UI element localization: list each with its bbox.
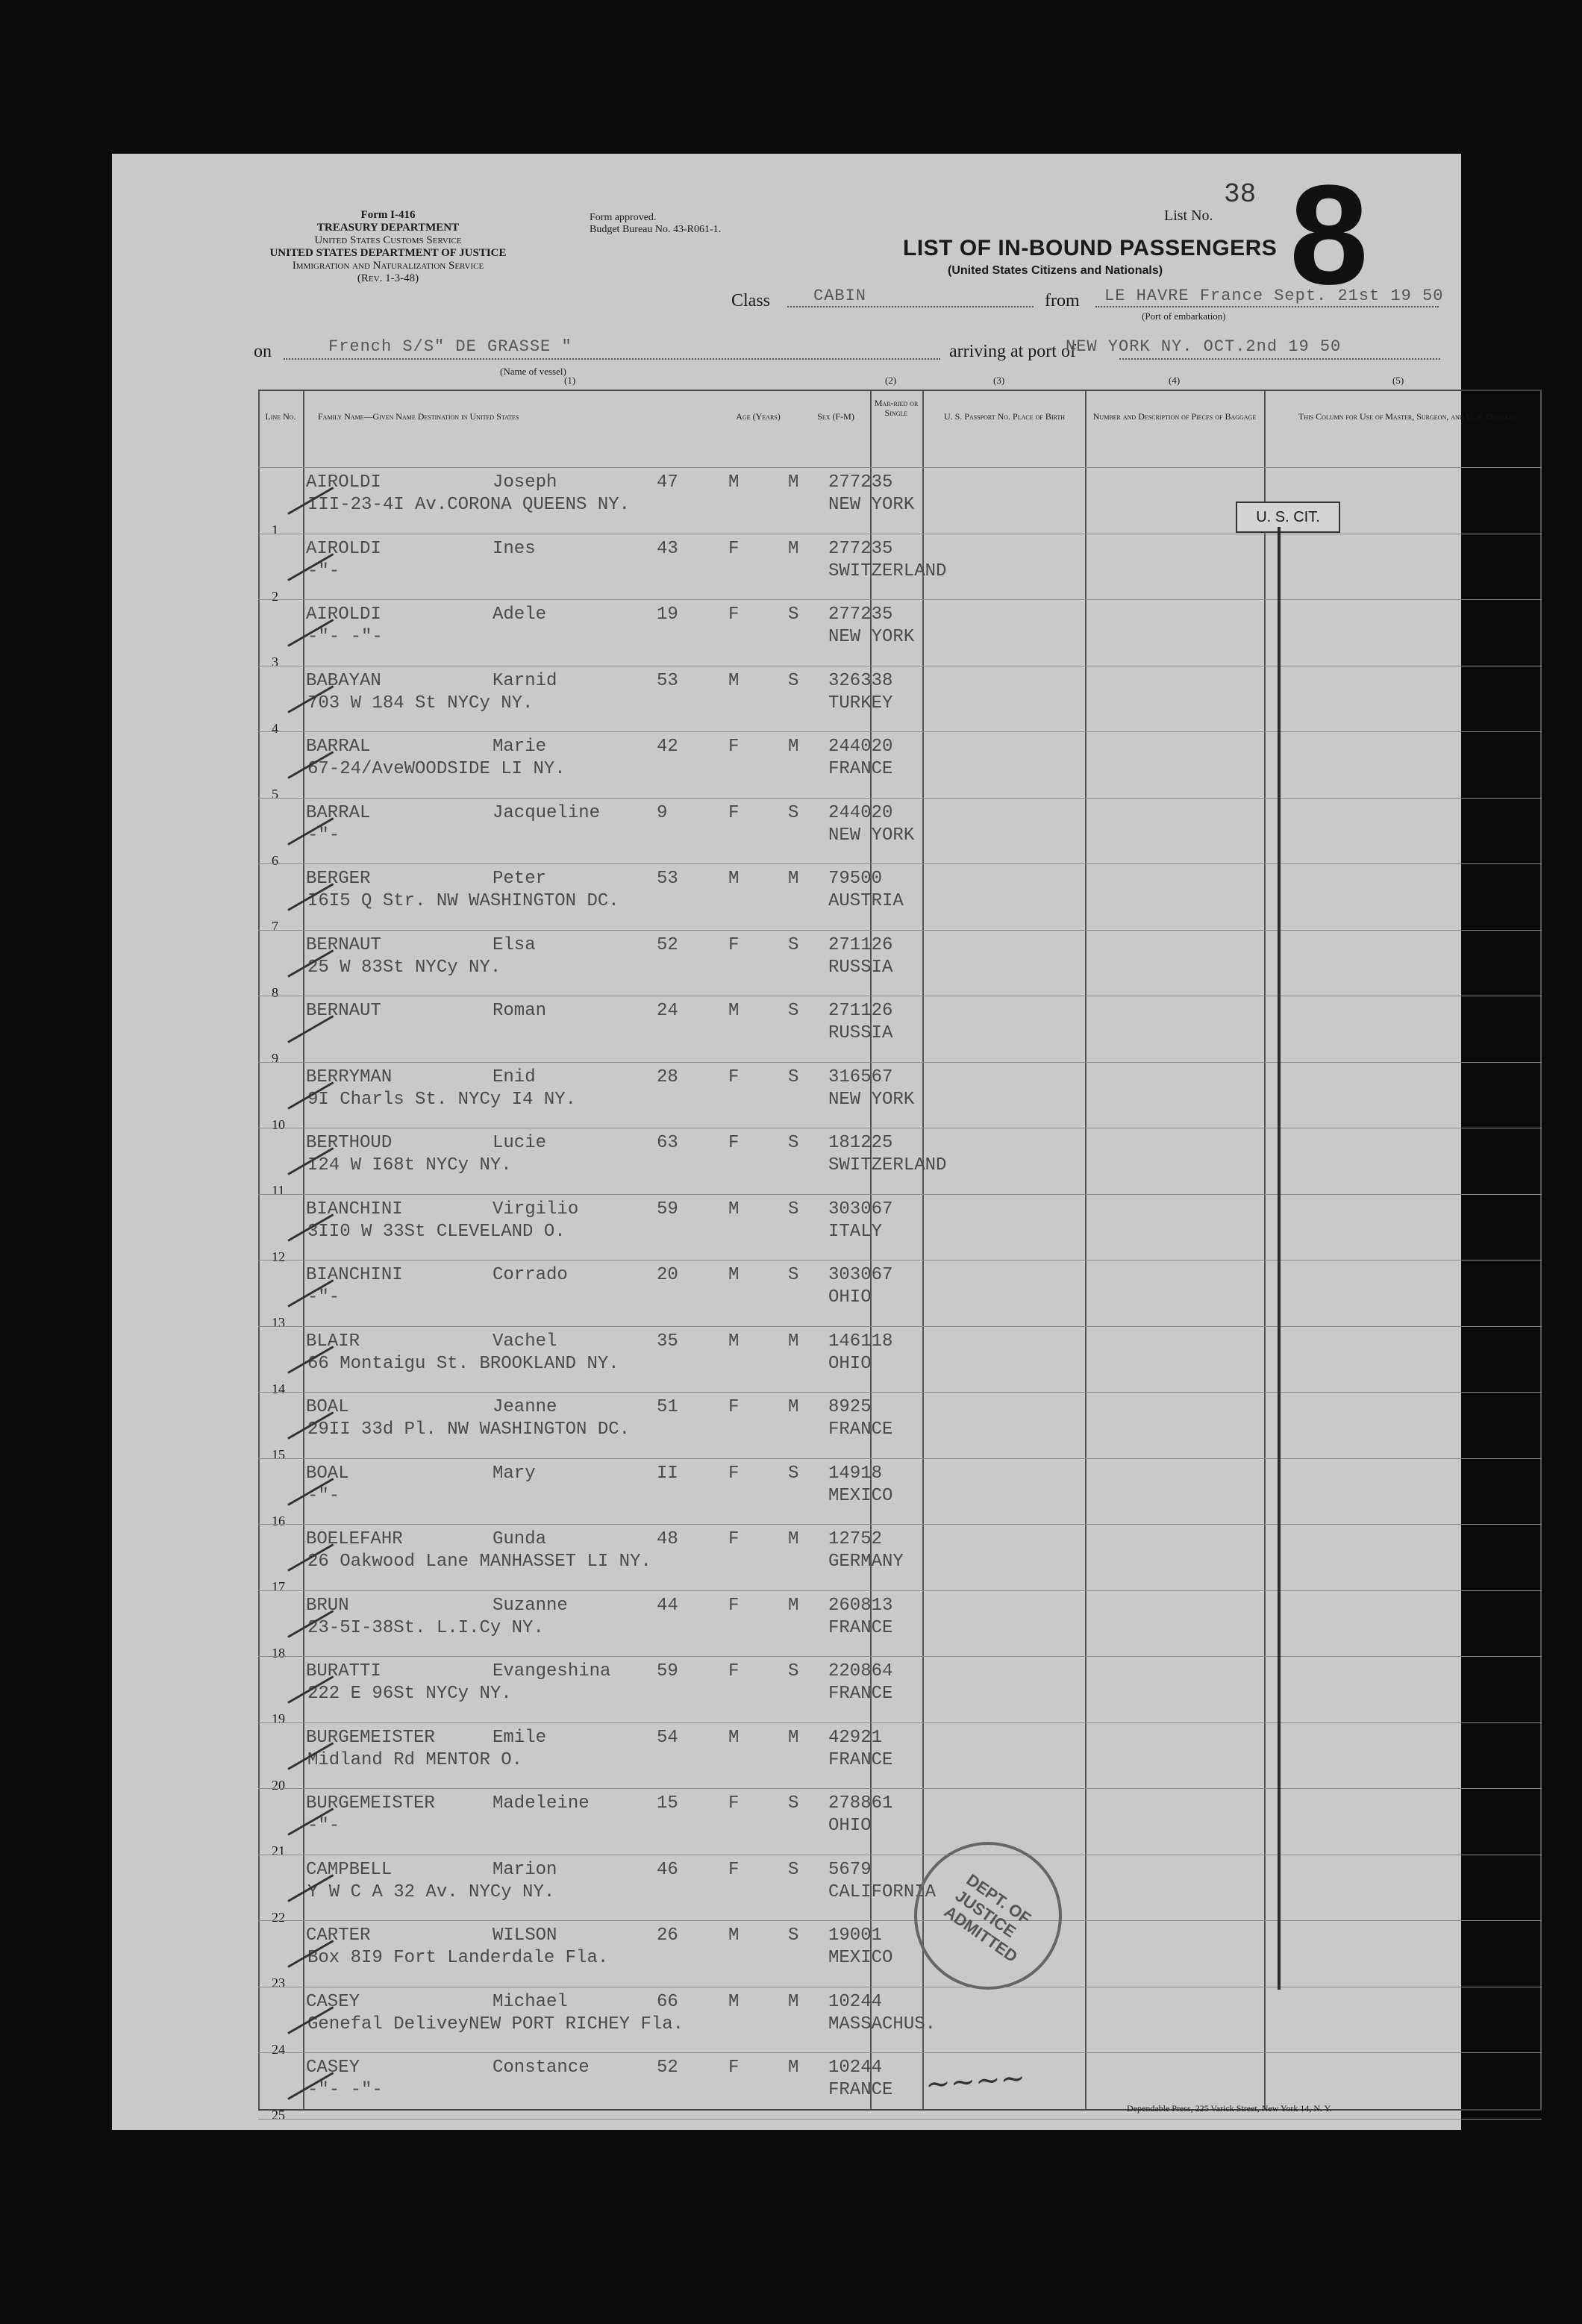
family-name: BOELEFAHR <box>306 1529 403 1549</box>
passport-no: 303067 <box>828 1199 893 1219</box>
sex: F <box>728 1595 740 1616</box>
vessel-name: French S/S" DE GRASSE " <box>328 337 572 356</box>
place-of-birth: NEW YORK <box>828 825 915 846</box>
vessel-caption: (Name of vessel) <box>500 366 566 377</box>
family-name: CAMPBELL <box>306 1859 393 1880</box>
passport-no: 8925 <box>828 1397 872 1417</box>
table-row <box>258 1062 1542 1132</box>
place-of-birth: FRANCE <box>828 1617 893 1638</box>
table-row <box>258 930 1542 1000</box>
sex: M <box>728 1001 740 1021</box>
age: 42 <box>657 737 678 757</box>
line-number: 16 <box>272 1513 285 1528</box>
passport-no: 316567 <box>828 1066 893 1087</box>
line-number: 11 <box>272 1183 285 1198</box>
destination: I6I5 Q Str. NW WASHINGTON DC. <box>307 891 619 911</box>
destination: -"- <box>307 1485 340 1506</box>
destination: -"- <box>307 1816 340 1836</box>
age: 52 <box>657 2058 678 2078</box>
place-of-birth: NEW YORK <box>828 1089 915 1110</box>
sex: F <box>728 1793 740 1814</box>
passport-no: 10244 <box>828 1991 883 2012</box>
header-name: Family Name—Given Name Destination in United States <box>318 411 519 422</box>
destination: -"- <box>307 560 340 581</box>
passport-no: 271126 <box>828 1001 893 1021</box>
family-name: BIANCHINI <box>306 1199 403 1219</box>
line-number: 19 <box>272 1711 285 1726</box>
family-name: BOAL <box>306 1463 349 1484</box>
family-name: BURGEMEISTER <box>306 1727 435 1748</box>
table-row <box>258 731 1542 802</box>
family-name: BERTHOUD <box>306 1133 393 1153</box>
port-caption: (Port of embarkation) <box>1142 310 1226 322</box>
passport-no: 79500 <box>828 869 883 889</box>
line-number: 18 <box>272 1645 285 1661</box>
age: 48 <box>657 1529 678 1549</box>
passport-no: 277235 <box>828 472 893 493</box>
marital-status: M <box>788 1727 799 1748</box>
arriving-label: arriving at port of <box>949 342 1076 361</box>
passenger-list-document <box>112 154 1517 2130</box>
age: II <box>657 1463 678 1484</box>
age: 54 <box>657 1727 678 1748</box>
table-row <box>258 996 1542 1066</box>
form-header <box>254 209 522 285</box>
sex: M <box>728 472 740 493</box>
table-row <box>258 1392 1542 1462</box>
printer-imprint: Dependable Press, 225 Varick Street, New York 14, N. Y. <box>1127 2103 1332 2114</box>
age: 44 <box>657 1595 678 1616</box>
age: 63 <box>657 1133 678 1153</box>
line-number: 7 <box>272 919 278 934</box>
table-row <box>258 1326 1542 1396</box>
line-number: 22 <box>272 1909 285 1925</box>
age: 20 <box>657 1265 678 1285</box>
family-name: BURGEMEISTER <box>306 1793 435 1814</box>
family-name: BERRYMAN <box>306 1066 393 1087</box>
col-ref: (1) <box>564 375 576 386</box>
place-of-birth: FRANCE <box>828 1749 893 1770</box>
col-ref: (2) <box>885 375 897 386</box>
marital-status: S <box>788 934 799 955</box>
table-row <box>258 1920 1542 1990</box>
given-name: WILSON <box>493 1925 557 1946</box>
age: 15 <box>657 1793 678 1814</box>
given-name: Mary <box>493 1463 536 1484</box>
passport-no: 14918 <box>828 1463 883 1484</box>
family-name: BRUN <box>306 1595 349 1616</box>
given-name: Vachel <box>493 1331 557 1352</box>
destination: Midland Rd MENTOR O. <box>307 1749 523 1770</box>
place-of-birth: GERMANY <box>828 1552 904 1572</box>
family-name: BERNAUT <box>306 934 381 955</box>
line-number: 1 <box>272 522 278 537</box>
header-passport: U. S. Passport No. Place of Birth <box>943 411 1066 422</box>
line-number: 24 <box>272 2041 285 2057</box>
sex: F <box>728 1133 740 1153</box>
marital-status: M <box>788 1595 799 1616</box>
given-name: Madeleine <box>493 1793 590 1814</box>
age: 53 <box>657 869 678 889</box>
given-name: Suzanne <box>493 1595 568 1616</box>
place-of-birth: ITALY <box>828 1221 883 1242</box>
marital-status: S <box>788 1925 799 1946</box>
family-name: BABAYAN <box>306 670 381 691</box>
table-row <box>258 599 1542 669</box>
from-label: from <box>1045 291 1080 310</box>
marital-status: S <box>788 1661 799 1681</box>
table-bottom-rule <box>258 2119 1542 2120</box>
family-name: AIROLDI <box>306 472 381 493</box>
given-name: Evangeshina <box>493 1661 611 1681</box>
col-ref: (5) <box>1392 375 1404 386</box>
given-name: Marie <box>493 737 547 757</box>
sex: F <box>728 1463 740 1484</box>
line-number: 25 <box>272 2108 285 2122</box>
signature: ~~~~ <box>924 2061 1027 2102</box>
line-number: 12 <box>272 1249 285 1264</box>
list-number: 8 <box>1289 156 1369 314</box>
sex: F <box>728 605 740 625</box>
destination: 29II 33d Pl. NW WASHINGTON DC. <box>307 1419 631 1440</box>
header-officers: This Column for Use of Master, Surgeon, and U. S. Officers <box>1298 411 1517 422</box>
header-married: Mar-ried or Single <box>874 398 919 418</box>
line-number: 13 <box>272 1315 285 1330</box>
given-name: Jacqueline <box>493 802 601 823</box>
line-number: 9 <box>272 1051 278 1066</box>
given-name: Michael <box>493 1991 568 2012</box>
line-number: 23 <box>272 1975 285 1990</box>
given-name: Ines <box>493 538 536 559</box>
marital-status: M <box>788 737 799 757</box>
passport-no: 244020 <box>828 802 893 823</box>
destination: Y W C A 32 Av. NYCy NY. <box>307 1881 555 1902</box>
destination: 26 Oakwood Lane MANHASSET LI NY. <box>307 1552 651 1572</box>
destination: Genefal DeliveyNEW PORT RICHEY Fla. <box>307 2014 684 2034</box>
passport-no: 271126 <box>828 934 893 955</box>
table-row <box>258 1590 1542 1661</box>
place-of-birth: SWITZERLAND <box>828 560 947 581</box>
marital-status: S <box>788 1133 799 1153</box>
sex: M <box>728 1265 740 1285</box>
table-row <box>258 1194 1542 1264</box>
family-name: CASEY <box>306 1991 360 2012</box>
table-row <box>258 863 1542 934</box>
table-row <box>258 534 1542 604</box>
age: 35 <box>657 1331 678 1352</box>
place-of-birth: FRANCE <box>828 1684 893 1704</box>
stamp-text: DEPT. OF JUSTICE ADMITTED <box>940 1870 1035 1967</box>
document-title: LIST OF IN-BOUND PASSENGERS <box>903 236 1278 260</box>
family-name: BERGER <box>306 869 371 889</box>
header-line-no: Line No. <box>265 411 296 422</box>
on-label: on <box>254 342 272 361</box>
destination: 67-24/AveWOODSIDE LI NY. <box>307 759 566 779</box>
treasury-dept: TREASURY DEPARTMENT <box>316 222 460 234</box>
marital-status: M <box>788 1331 799 1352</box>
line-number: 10 <box>272 1116 285 1132</box>
sex: F <box>728 737 740 757</box>
place-of-birth: OHIO <box>828 1287 872 1308</box>
sex: F <box>728 1066 740 1087</box>
sex: F <box>728 538 740 559</box>
table-row <box>258 1458 1542 1528</box>
marital-status: S <box>788 1199 799 1219</box>
age: 43 <box>657 538 678 559</box>
age: 59 <box>657 1199 678 1219</box>
class-label: Class <box>731 291 771 310</box>
passport-no: 244020 <box>828 737 893 757</box>
passport-no: 146118 <box>828 1331 893 1352</box>
age: 53 <box>657 670 678 691</box>
given-name: Karnid <box>493 670 557 691</box>
destination: 9I Charls St. NYCy I4 NY. <box>307 1089 577 1110</box>
sex: F <box>728 1859 740 1880</box>
line-number: 17 <box>272 1579 285 1594</box>
age: 47 <box>657 472 678 493</box>
age: 66 <box>657 1991 678 2012</box>
passport-no: 326338 <box>828 670 893 691</box>
marital-status: S <box>788 670 799 691</box>
marital-status: S <box>788 1265 799 1285</box>
sex: M <box>728 670 740 691</box>
given-name: Adele <box>493 605 547 625</box>
line-number: 15 <box>272 1447 285 1462</box>
marital-status: M <box>788 472 799 493</box>
ditto-line <box>1278 527 1281 1990</box>
given-name: Emile <box>493 1727 547 1748</box>
destination: 66 Montaigu St. BROOKLAND NY. <box>307 1353 619 1374</box>
destination: -"- <box>307 825 340 846</box>
destination: III-23-4I Av.CORONA QUEENS NY. <box>307 495 631 515</box>
table-row <box>258 666 1542 736</box>
line-number: 8 <box>272 984 278 1000</box>
table-row <box>258 467 1542 537</box>
sex: M <box>728 1925 740 1946</box>
age: 19 <box>657 605 678 625</box>
family-name: BARRAL <box>306 802 371 823</box>
place-of-birth: FRANCE <box>828 2080 893 2100</box>
age: 46 <box>657 1859 678 1880</box>
given-name: Lucie <box>493 1133 547 1153</box>
place-of-birth: OHIO <box>828 1353 872 1374</box>
passport-no: 277235 <box>828 605 893 625</box>
sex: F <box>728 1397 740 1417</box>
table-row <box>258 1524 1542 1594</box>
destination: 3II0 W 33St CLEVELAND O. <box>307 1221 566 1242</box>
age: 9 <box>657 802 668 823</box>
marital-status: S <box>788 1793 799 1814</box>
destination: -"- -"- <box>307 627 383 647</box>
col-ref: (3) <box>993 375 1005 386</box>
age: 26 <box>657 1925 678 1946</box>
given-name: Marion <box>493 1859 557 1880</box>
form-number: Form I-416 <box>360 209 416 221</box>
line-number: 14 <box>272 1381 285 1396</box>
line-number: 2 <box>272 588 278 604</box>
admitted-stamp <box>914 1842 1062 1990</box>
destination: 23-5I-38St. L.I.Cy NY. <box>307 1617 544 1638</box>
passport-no: 278861 <box>828 1793 893 1814</box>
family-name: AIROLDI <box>306 605 381 625</box>
sex: F <box>728 934 740 955</box>
passport-no: 42921 <box>828 1727 883 1748</box>
given-name: Gunda <box>493 1529 547 1549</box>
passport-no: 260813 <box>828 1595 893 1616</box>
family-name: AIROLDI <box>306 538 381 559</box>
arrival-port: NEW YORK NY. OCT.2nd 19 50 <box>1066 337 1342 356</box>
marital-status: S <box>788 1463 799 1484</box>
place-of-birth: MEXICO <box>828 1948 893 1968</box>
place-of-birth: MASSACHUS. <box>828 2014 937 2034</box>
marital-status: S <box>788 605 799 625</box>
place-of-birth: NEW YORK <box>828 495 915 515</box>
approval-line: Form approved. <box>590 212 657 223</box>
family-name: BARRAL <box>306 737 371 757</box>
passport-no: 19001 <box>828 1925 883 1946</box>
place-of-birth: FRANCE <box>828 1419 893 1440</box>
passport-no: 277235 <box>828 538 893 559</box>
line-number: 3 <box>272 655 278 669</box>
family-name: CASEY <box>306 2058 360 2078</box>
header-baggage: Number and Description of Pieces of Baggage <box>1092 411 1257 422</box>
header-age: Age (Years) <box>736 411 781 422</box>
approval-block <box>590 212 721 236</box>
age: 51 <box>657 1397 678 1417</box>
budget-bureau-line: Budget Bureau No. 43-R061-1. <box>590 224 722 235</box>
table-row <box>258 798 1542 868</box>
sex: F <box>728 1529 740 1549</box>
justice-dept: UNITED STATES DEPARTMENT OF JUSTICE <box>269 247 507 259</box>
table-row <box>258 1260 1542 1330</box>
given-name: Roman <box>493 1001 547 1021</box>
family-name: BIANCHINI <box>306 1265 403 1285</box>
age: 28 <box>657 1066 678 1087</box>
us-citizen-stamp: U. S. CIT. <box>1236 502 1340 533</box>
given-name: Constance <box>493 2058 590 2078</box>
class-value: CABIN <box>813 287 867 305</box>
header-sex: Sex (F-M) <box>817 411 854 422</box>
destination: 222 E 96St NYCy NY. <box>307 1684 512 1704</box>
marital-status: S <box>788 802 799 823</box>
bleed-through-text <box>1037 1691 1410 1870</box>
table-row <box>258 1987 1542 2057</box>
passport-no: 303067 <box>828 1265 893 1285</box>
marital-status: M <box>788 869 799 889</box>
destination: 703 W 184 St NYCy NY. <box>307 693 534 713</box>
passport-no: 5679 <box>828 1859 872 1880</box>
age: 59 <box>657 1661 678 1681</box>
given-name: Jeanne <box>493 1397 557 1417</box>
family-name: BLAIR <box>306 1331 360 1352</box>
family-name: CARTER <box>306 1925 371 1946</box>
place-of-birth: NEW YORK <box>828 627 915 647</box>
given-name: Virgilio <box>493 1199 579 1219</box>
place-of-birth: SWITZERLAND <box>828 1155 947 1175</box>
passport-no: 12752 <box>828 1529 883 1549</box>
destination: I24 W I68t NYCy NY. <box>307 1155 512 1175</box>
line-number: 6 <box>272 852 278 868</box>
marital-status: M <box>788 1397 799 1417</box>
place-of-birth: TURKEY <box>828 693 893 713</box>
line-number: 20 <box>272 1777 285 1793</box>
table-row <box>258 2052 1542 2122</box>
sex: M <box>728 1991 740 2012</box>
destination: -"- <box>307 1287 340 1308</box>
marital-status: M <box>788 1529 799 1549</box>
marital-status: S <box>788 1859 799 1880</box>
line-number: 4 <box>272 720 278 736</box>
family-name: BURATTI <box>306 1661 381 1681</box>
age: 52 <box>657 934 678 955</box>
place-of-birth: OHIO <box>828 1816 872 1836</box>
given-name: Peter <box>493 869 547 889</box>
marital-status: S <box>788 1001 799 1021</box>
marital-status: M <box>788 2058 799 2078</box>
place-of-birth: FRANCE <box>828 759 893 779</box>
line-number: 5 <box>272 787 278 802</box>
place-of-birth: CALIFORNIA <box>828 1881 937 1902</box>
age: 24 <box>657 1001 678 1021</box>
port-of-embarkation: LE HAVRE France Sept. 21st 19 50 <box>1104 287 1444 305</box>
family-name: BOAL <box>306 1397 349 1417</box>
marital-status: M <box>788 538 799 559</box>
page-number: 38 <box>1224 179 1257 210</box>
destination: Box 8I9 Fort Landerdale Fla. <box>307 1948 609 1968</box>
passport-no: 220864 <box>828 1661 893 1681</box>
table-row <box>258 1128 1542 1198</box>
given-name: Elsa <box>493 934 536 955</box>
list-no-label: List No. <box>1164 207 1213 224</box>
given-name: Corrado <box>493 1265 568 1285</box>
sex: F <box>728 2058 740 2078</box>
place-of-birth: RUSSIA <box>828 1023 893 1043</box>
place-of-birth: MEXICO <box>828 1485 893 1506</box>
sex: F <box>728 802 740 823</box>
line-number: 21 <box>272 1843 285 1858</box>
sex: M <box>728 1331 740 1352</box>
place-of-birth: AUSTRIA <box>828 891 904 911</box>
marital-status: S <box>788 1066 799 1087</box>
sex: M <box>728 1199 740 1219</box>
family-name: BERNAUT <box>306 1001 381 1021</box>
destination: 25 W 83St NYCy NY. <box>307 957 501 978</box>
document-subtitle: (United States Citizens and Nationals) <box>948 264 1163 277</box>
marital-status: M <box>788 1991 799 2012</box>
col-ref: (4) <box>1169 375 1181 386</box>
sex: M <box>728 1727 740 1748</box>
given-name: Enid <box>493 1066 536 1087</box>
place-of-birth: RUSSIA <box>828 957 893 978</box>
sex: M <box>728 869 740 889</box>
given-name: Joseph <box>493 472 557 493</box>
customs-service: United States Customs Service <box>314 234 462 246</box>
revision: (Rev. 1-3-48) <box>357 272 419 284</box>
sex: F <box>728 1661 740 1681</box>
ins-service: Immigration and Naturalization Service <box>292 260 484 272</box>
passport-no: 10244 <box>828 2058 883 2078</box>
passport-no: 181225 <box>828 1133 893 1153</box>
destination: -"- -"- <box>307 2080 383 2100</box>
